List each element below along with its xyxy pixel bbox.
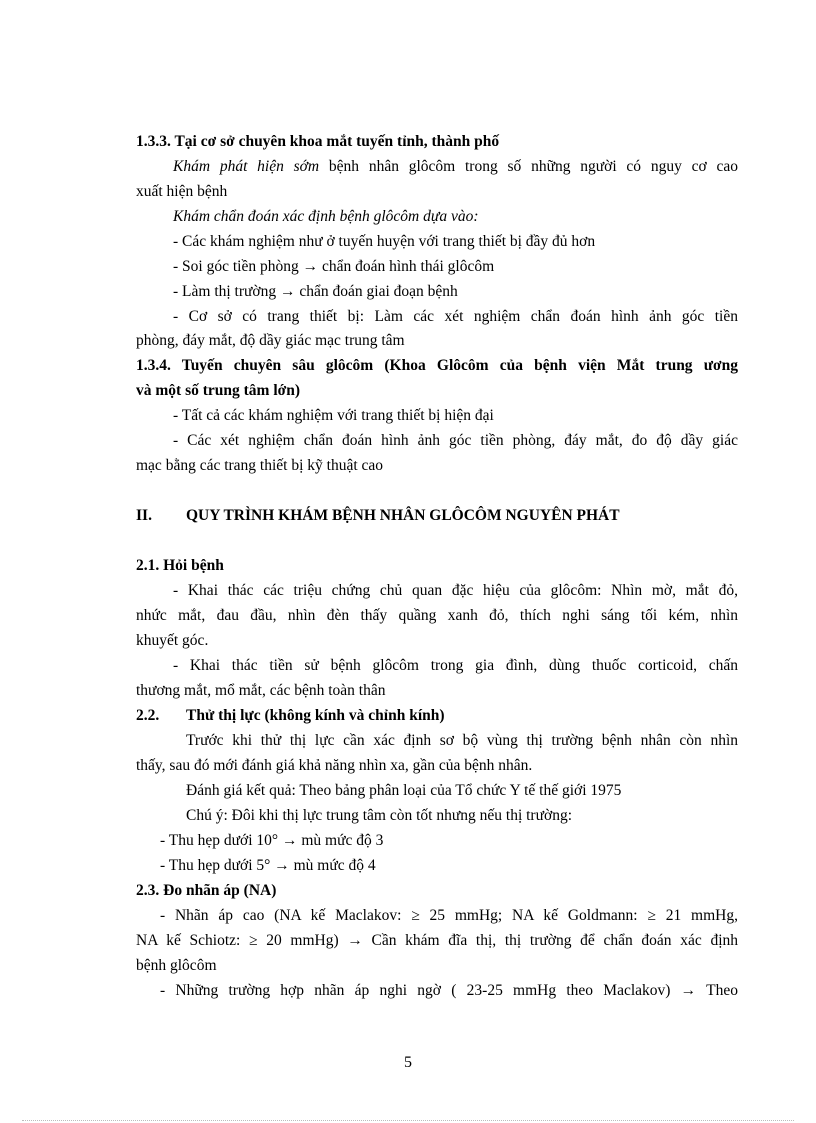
section-title: QUY TRÌNH KHÁM BỆNH NHÂN GLÔCÔM NGUYÊN PHÁT	[186, 507, 620, 524]
list-item: - Thu hẹp dưới 10° → mù mức độ 3	[160, 832, 384, 849]
paragraph-line: bệnh glôcôm	[136, 957, 217, 974]
italic-phrase: Khám phát hiện sớm	[173, 158, 320, 175]
paragraph-line: - Những trường hợp nhãn áp nghi ngờ ( 23-25 mmHg theo Maclakov) → Theo	[160, 982, 738, 999]
page-number: 5	[404, 1054, 412, 1071]
heading-2-2-title: Thử thị lực (không kính và chỉnh kính)	[186, 707, 445, 724]
paragraph-line: khuyết góc.	[136, 632, 209, 649]
list-item: - Cơ sở có trang thiết bị: Làm các xét nghiệm chẩn đoán hình ảnh góc tiền	[173, 308, 738, 325]
paragraph-line: Trước khi thử thị lực cần xác định sơ bộ vùng thị trường bệnh nhân còn nhìn	[186, 732, 738, 749]
heading-2-2-number: 2.2.	[136, 707, 160, 724]
paragraph-line: - Khai thác tiền sử bệnh glôcôm trong gia đình, dùng thuốc corticoid, chấn	[173, 657, 738, 674]
heading-1-3-3: 1.3.3. Tại cơ sở chuyên khoa mắt tuyến tỉnh, thành phố	[136, 133, 500, 150]
list-item: - Thu hẹp dưới 5° → mù mức độ 4	[160, 857, 376, 874]
page-bottom-rule	[22, 1120, 794, 1121]
paragraph-line: nhức mắt, đau đầu, nhìn đèn thấy quầng xanh đỏ, thích nghi sáng tối kém, nhìn	[136, 607, 738, 624]
paragraph-continuation: xuất hiện bệnh	[136, 183, 228, 200]
heading-2-1: 2.1. Hỏi bệnh	[136, 557, 224, 574]
paragraph-line: thương mắt, mổ mắt, các bệnh toàn thân	[136, 682, 386, 699]
heading-1-3-4: 1.3.4. Tuyến chuyên sâu glôcôm (Khoa Glôcôm của bệnh viện Mắt trung ương	[136, 357, 738, 374]
section-numeral: II.	[136, 507, 152, 524]
paragraph-line: - Nhãn áp cao (NA kế Maclakov: ≥ 25 mmHg; NA kế Goldmann: ≥ 21 mmHg,	[160, 907, 738, 924]
paragraph-early-detection	[173, 157, 738, 177]
list-item: - Làm thị trường → chẩn đoán giai đoạn bệnh	[173, 283, 458, 300]
list-item-continuation: mạc bằng các trang thiết bị kỹ thuật cao	[136, 457, 384, 474]
list-item: - Các khám nghiệm như ở tuyến huyện với trang thiết bị đầy đủ hơn	[173, 233, 596, 250]
heading-2-3: 2.3. Đo nhãn áp (NA)	[136, 882, 277, 899]
paragraph-line: thấy, sau đó mới đánh giá khả năng nhìn xa, gần của bệnh nhân.	[136, 757, 533, 774]
heading-1-3-4-continuation: và một số trung tâm lớn)	[136, 382, 301, 399]
list-item-continuation: phòng, đáy mắt, độ dầy giác mạc trung tâm	[136, 332, 405, 349]
paragraph-line: Chú ý: Đôi khi thị lực trung tâm còn tốt nhưng nếu thị trường:	[186, 807, 572, 824]
list-item: - Các xét nghiệm chẩn đoán hình ảnh góc tiền phòng, đáy mắt, đo độ dầy giác	[173, 432, 738, 449]
paragraph-line: NA kế Schiotz: ≥ 20 mmHg) → Cần khám đĩa thị, thị trường để chẩn đoán xác định	[136, 932, 738, 949]
paragraph-line: Đánh giá kết quả: Theo bảng phân loại của Tổ chức Y tế thế giới 1975	[186, 782, 622, 799]
paragraph-line: - Khai thác các triệu chứng chủ quan đặc hiệu của glôcôm: Nhìn mờ, mắt đỏ,	[173, 582, 738, 599]
list-item: - Tất cả các khám nghiệm với trang thiết bị hiện đại	[173, 407, 494, 424]
paragraph-text: bệnh nhân glôcôm trong số những người có nguy cơ cao	[319, 158, 738, 175]
paragraph-diagnosis-intro: Khám chẩn đoán xác định bệnh glôcôm dựa vào:	[173, 208, 479, 225]
list-item: - Soi góc tiền phòng → chẩn đoán hình thái glôcôm	[173, 258, 495, 275]
